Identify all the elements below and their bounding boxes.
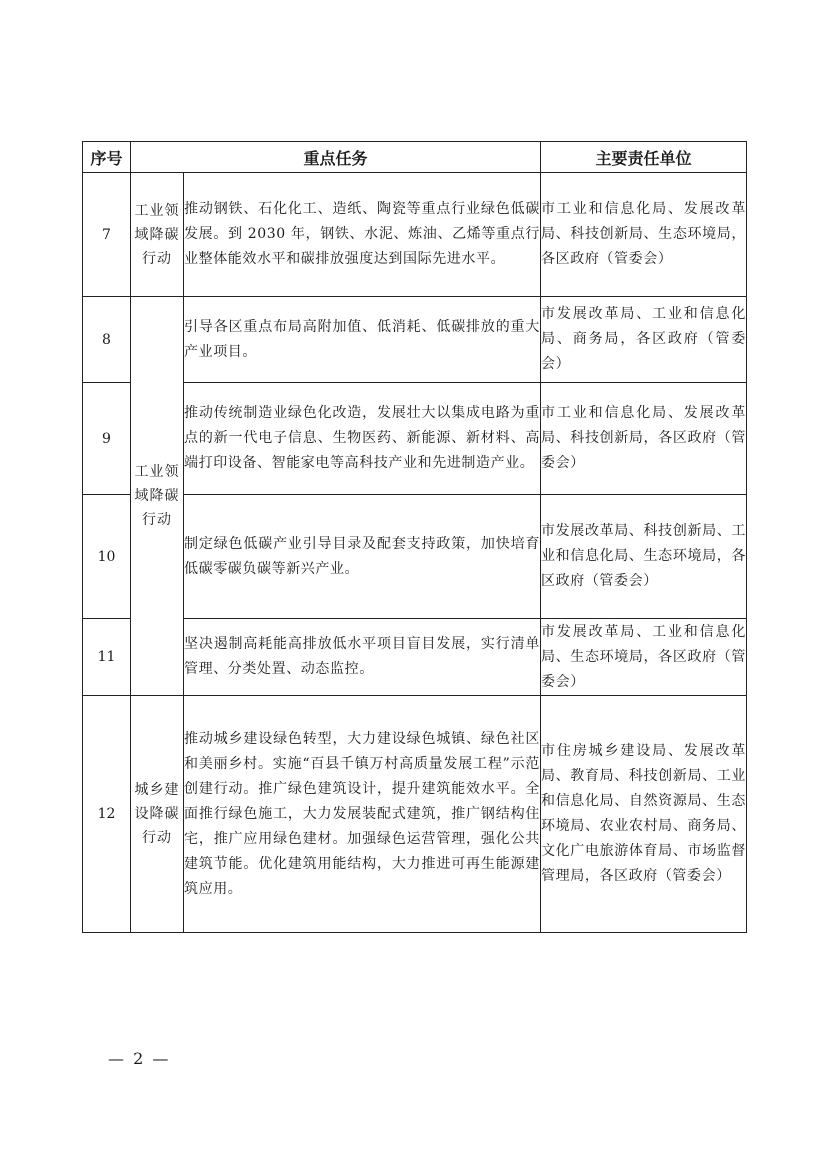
row-number: 9: [83, 383, 131, 495]
row-unit: 市发展改革局、工业和信息化局、生态环境局，各区政府（管委会）: [541, 619, 747, 696]
table-row: [83, 696, 747, 933]
row-category: 工业领域降碳行动: [131, 173, 184, 297]
row-unit: 市发展改革局、科技创新局、工业和信息化局、生态环境局，各区政府（管委会）: [541, 495, 747, 619]
key-tasks-table: [82, 141, 747, 933]
row-number: 11: [83, 619, 131, 696]
page-number: — 2 —: [108, 1049, 171, 1068]
row-task: 推动城乡建设绿色转型，大力建设绿色城镇、绿色社区和美丽乡村。实施“百县千镇万村高质量发展工程”示范创建行动。推广绿色建筑设计，提升建筑能效水平。全面推行绿色施工，大力发展装配式建筑，推广钢结构住宅，推广应用绿色建材。加强绿色运营管理，强化公共建筑节能。优化建筑用能结构，大力推进可再生能源建筑应用。: [184, 696, 541, 933]
row-unit: 市工业和信息化局、发展改革局、科技创新局，各区政府（管委会）: [541, 383, 747, 495]
row-task: 推动钢铁、石化化工、造纸、陶瓷等重点行业绿色低碳发展。到 2030 年，钢铁、水泥、炼油、乙烯等重点行业整体能效水平和碳排放强度达到国际先进水平。: [184, 173, 541, 297]
row-category: 工业领域降碳行动: [131, 297, 184, 696]
row-number: 8: [83, 297, 131, 383]
row-number: 12: [83, 696, 131, 933]
table-header-row: [83, 142, 747, 173]
header-task: 重点任务: [131, 142, 541, 173]
header-unit: 主要责任单位: [541, 142, 747, 173]
header-no: 序号: [83, 142, 131, 173]
row-task: 坚决遏制高耗能高排放低水平项目盲目发展，实行清单管理、分类处置、动态监控。: [184, 619, 541, 696]
row-task: 推动传统制造业绿色化改造，发展壮大以集成电路为重点的新一代电子信息、生物医药、新能源、新材料、高端打印设备、智能家电等高科技产业和先进制造产业。: [184, 383, 541, 495]
row-unit: 市工业和信息化局、发展改革局、科技创新局、生态环境局，各区政府（管委会）: [541, 173, 747, 297]
row-unit: 市发展改革局、工业和信息化局、商务局，各区政府（管委会）: [541, 297, 747, 383]
row-task: 引导各区重点布局高附加值、低消耗、低碳排放的重大产业项目。: [184, 297, 541, 383]
row-number: 7: [83, 173, 131, 297]
row-task: 制定绿色低碳产业引导目录及配套支持政策，加快培育低碳零碳负碳等新兴产业。: [184, 495, 541, 619]
row-unit: 市住房城乡建设局、发展改革局、教育局、科技创新局、工业和信息化局、自然资源局、生态环境局、农业农村局、商务局、文化广电旅游体育局、市场监督管理局，各区政府（管委会）: [541, 696, 747, 933]
row-category: 城乡建设降碳行动: [131, 696, 184, 933]
table-row: [83, 173, 747, 297]
table-row: [83, 297, 747, 383]
row-number: 10: [83, 495, 131, 619]
